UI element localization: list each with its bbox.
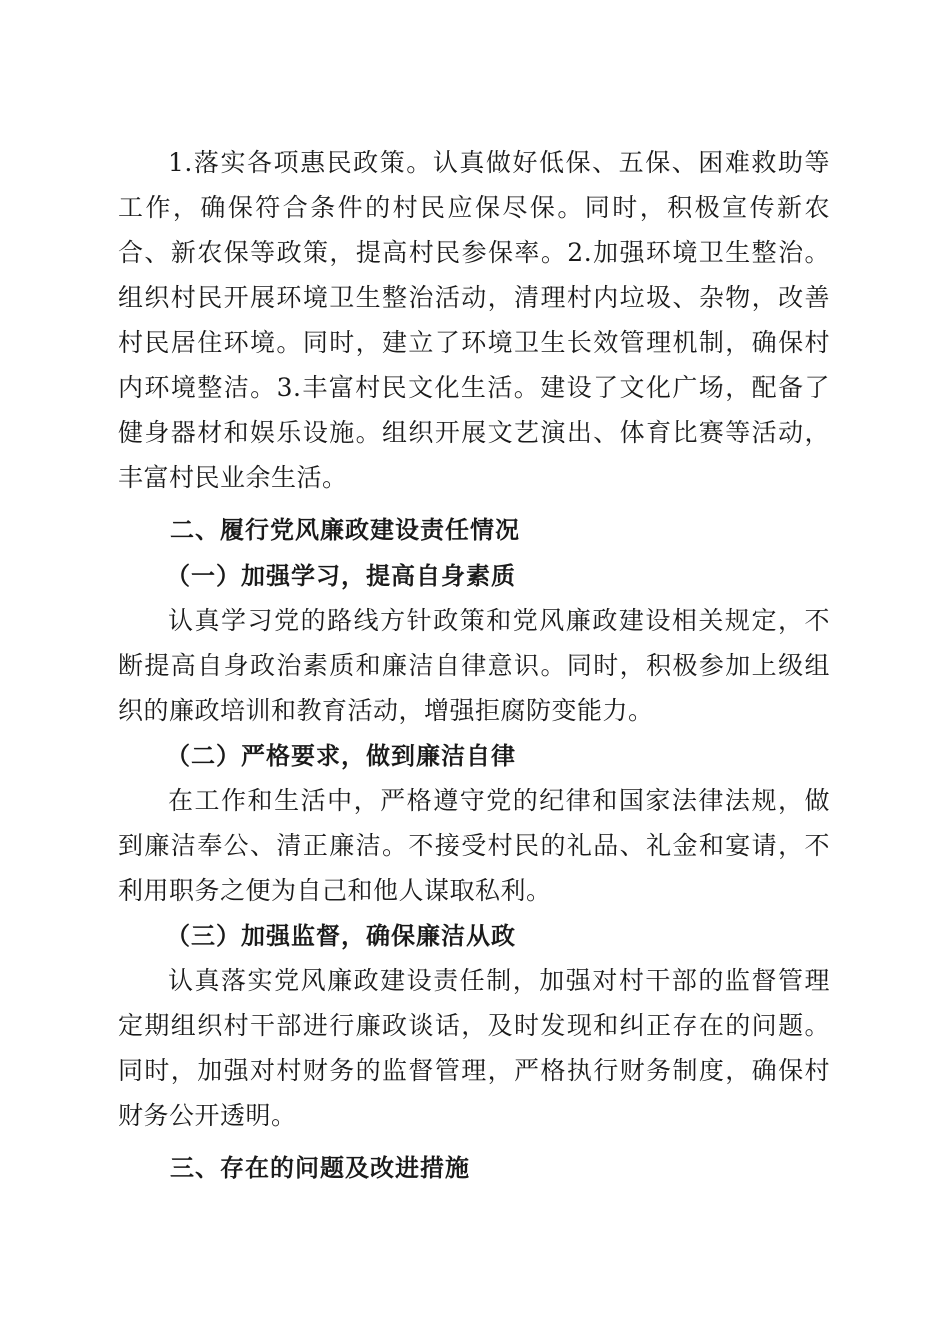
- section-3-heading: 三、存在的问题及改进措施: [170, 1154, 470, 1182]
- section-2-heading: 二、履行党风廉政建设责任情况: [170, 516, 520, 544]
- intro-paragraph: 1.落实各项惠民政策。认真做好低保、五保、困难救助等工作，确保符合条件的村民应保尽保。同时，积极宣传新农合、新农保等政策，提高村民参保率。2.加强环境卫生整治。组织村民开展环境卫生整治活动，清理村内垃圾、杂物，改善村民居住环境。同时，建立了环境卫生长效管理机制，确保村内环境整洁。3.丰富村民文化生活。建设了文化广场，配备了健身器材和娱乐设施。组织开展文艺演出、体育比赛等活动，丰富村民业余生活。: [118, 148, 830, 492]
- subsection-2-body: 在工作和生活中，严格遵守党的纪律和国家法律法规，做到廉洁奉公、清正廉洁。不接受村民的礼品、礼金和宴请，不利用职务之便为自己和他人谋取私利。: [118, 786, 830, 905]
- subsection-3-heading: （三）加强监督，确保廉洁从政: [166, 921, 516, 950]
- document-page: [118, 140, 830, 1191]
- subsection-1-heading: （一）加强学习，提高自身素质: [166, 561, 516, 590]
- subsection-2-heading: （二）严格要求，做到廉洁自律: [166, 741, 516, 770]
- subsection-1-body: 认真学习党的路线方针政策和党风廉政建设相关规定，不断提高自身政治素质和廉洁自律意识。同时，积极参加上级组织的廉政培训和教育活动，增强拒腐防变能力。: [118, 606, 830, 725]
- subsection-3-body: 认真落实党风廉政建设责任制，加强对村干部的监督管理定期组织村干部进行廉政谈话，及时发现和纠正存在的问题。同时，加强对村财务的监督管理，严格执行财务制度，确保村财务公开透明。: [118, 966, 830, 1130]
